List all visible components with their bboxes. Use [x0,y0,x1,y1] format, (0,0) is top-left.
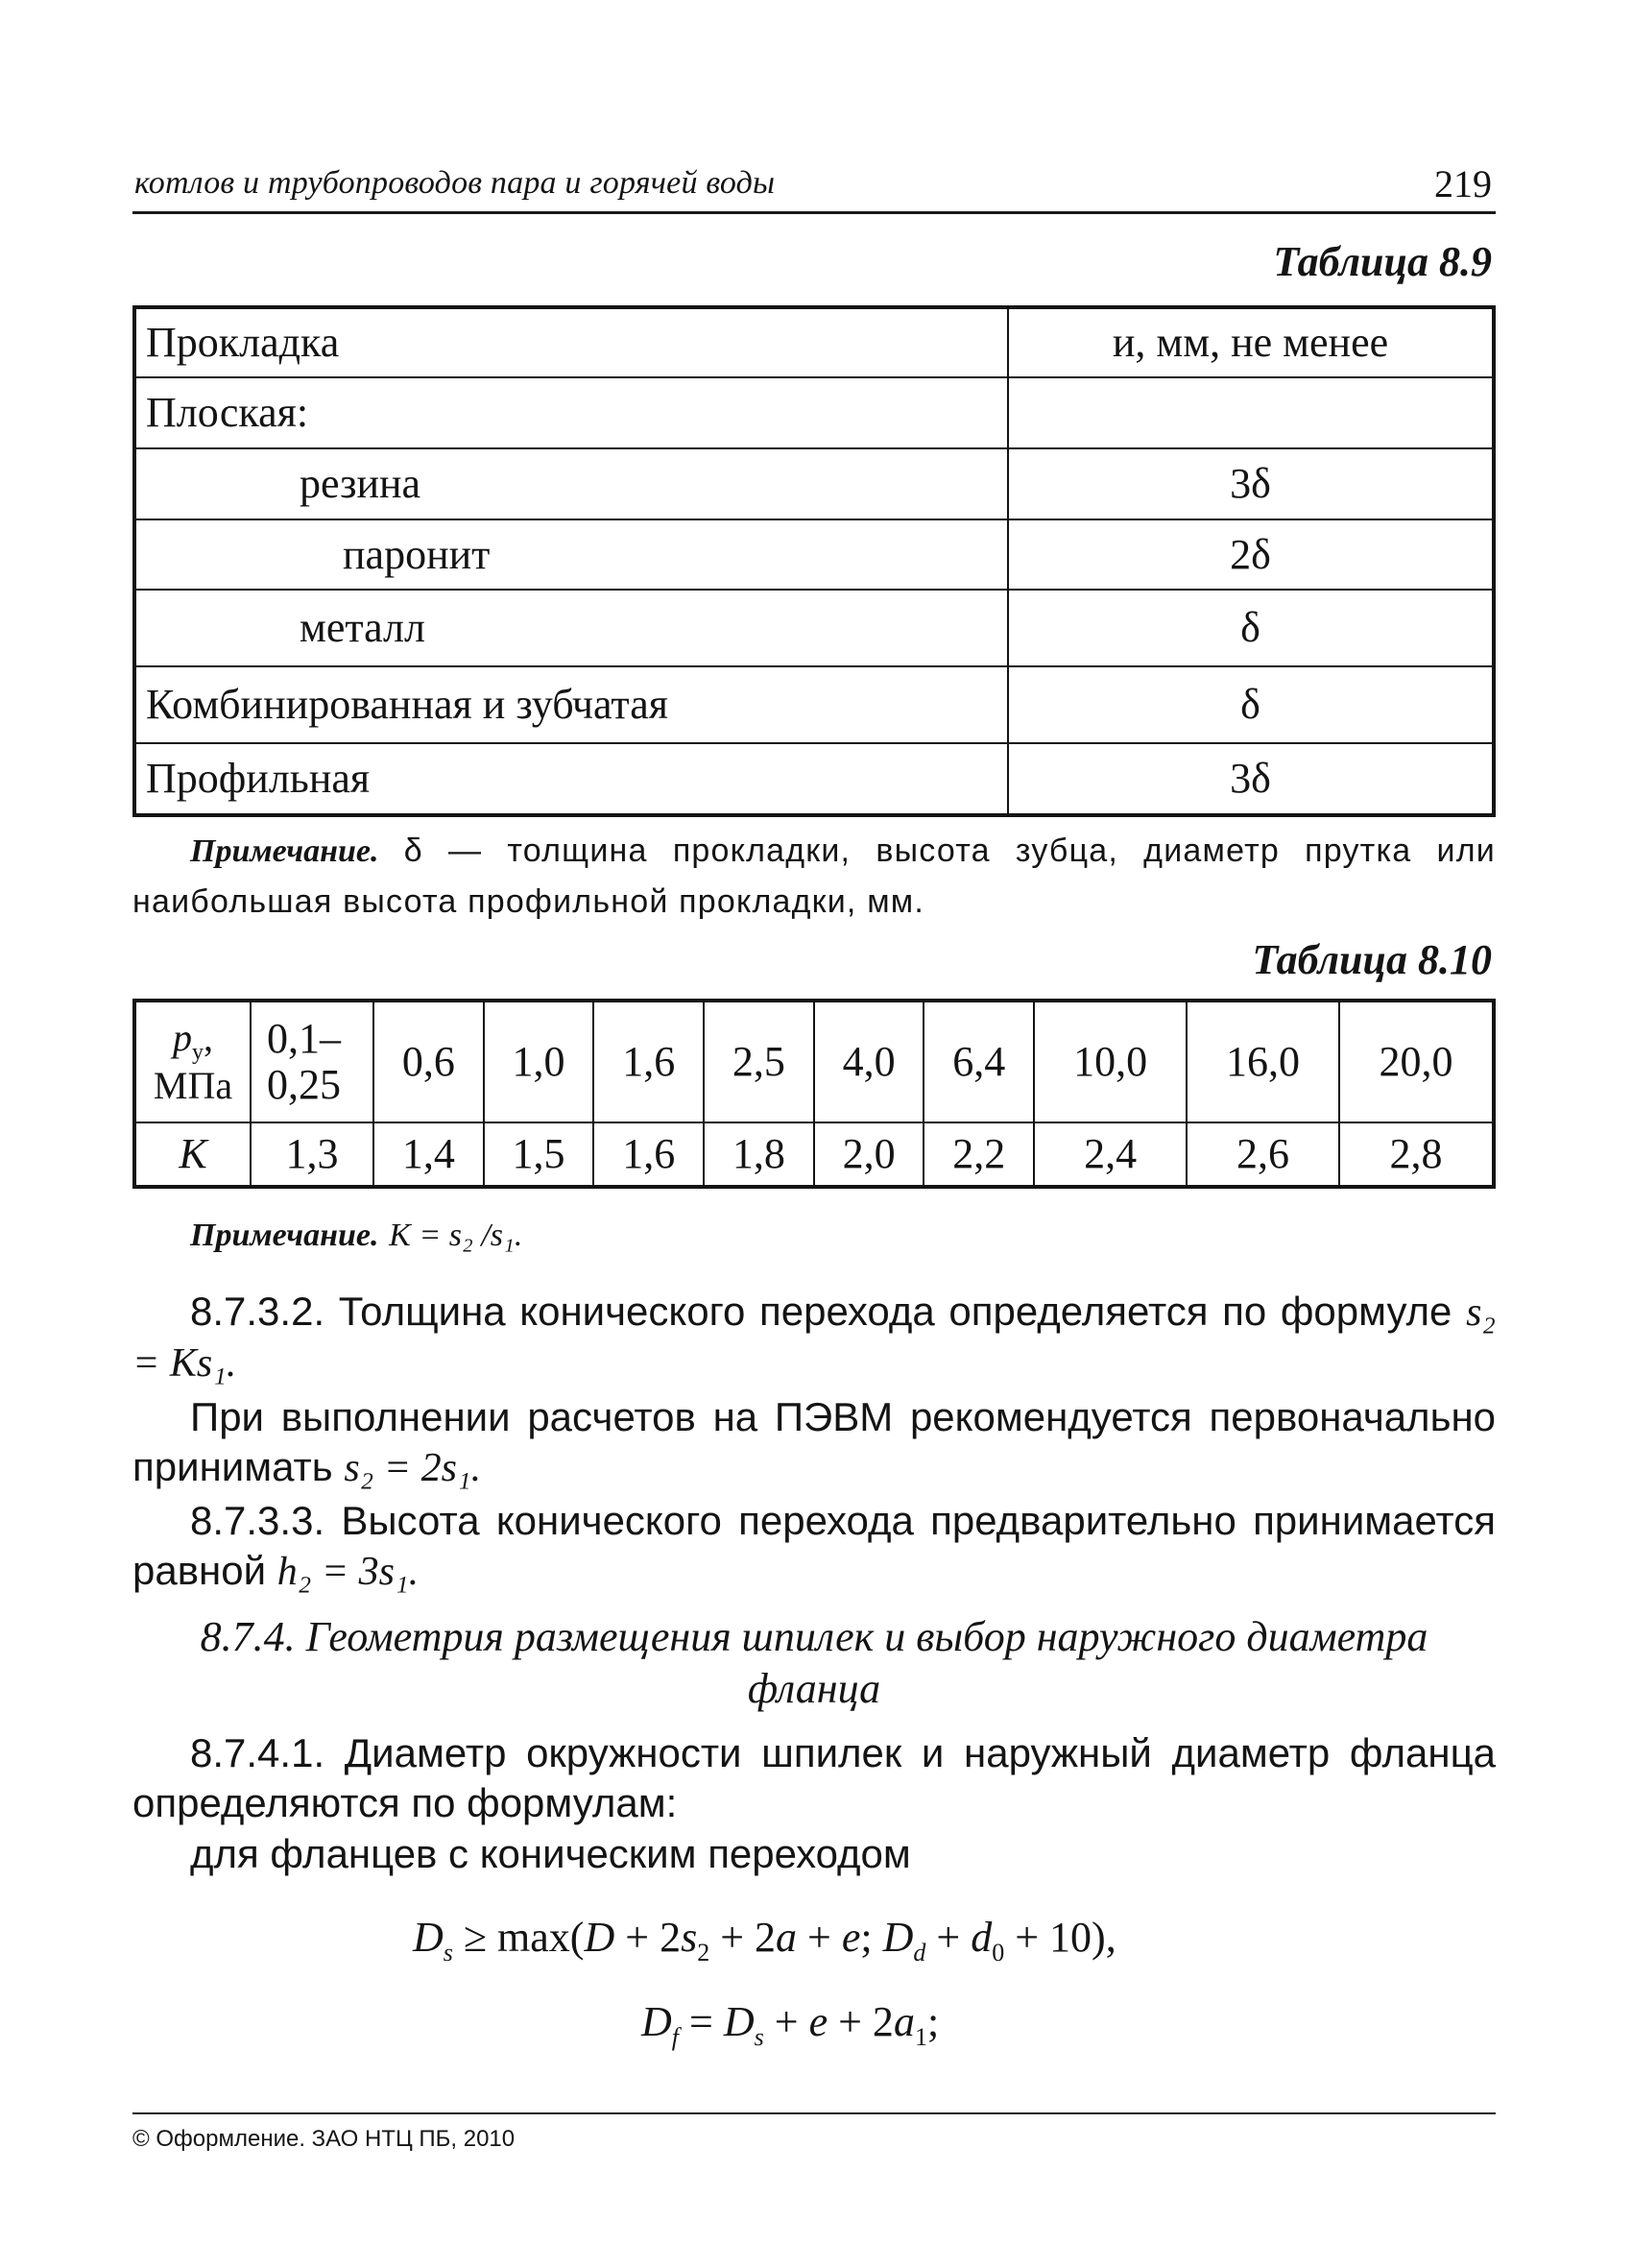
table-cell: 1,5 [484,1122,594,1187]
table-cell: 10,0 [1034,1001,1187,1122]
table-row [134,590,1494,666]
table-cell: 1,4 [373,1122,484,1187]
paragraph-text: 8.7.3.2. Толщина конического перехода определяется по формуле [190,1289,1452,1334]
table-cell: 1,6 [593,1122,704,1187]
formula-df [641,1990,1025,2067]
table-cell: 2,2 [924,1122,1034,1187]
table-cell: 1,6 [593,1001,704,1122]
note-text: δ — толщина прокладки, высота зубца, диаметр прутка или наибольшая высота профильной прокладки, мм. [132,832,1496,920]
note-label: Примечание. [190,833,379,869]
row-label-k: K [134,1122,251,1187]
svg-text:Df = Ds + e + 2a1;: $D_f = D_s + e + 2a_1$; [641,1998,940,2051]
table-cell [1008,377,1494,448]
table-cell: 16,0 [1187,1001,1339,1122]
table-cell: резина [134,448,1008,519]
range-bottom: 0,25 [267,1061,341,1108]
note-label: Примечание. [190,1218,379,1253]
table-cell: Плоская: [134,377,1008,448]
formula-inline: s₂ = 2s₁. [344,1446,482,1490]
pressure-subscript: y [192,1040,204,1066]
table-cell: Профильная [134,743,1008,815]
range-top: 0,1– [267,1014,341,1062]
table-8-9-note [132,826,1496,927]
table-cell: 1,0 [484,1001,594,1122]
paragraph-8-7-4-1: 8.7.4.1. Диаметр окружности шпилек и наружный диаметр фланца определяются по формулам: [132,1730,1496,1825]
formula-inline: h₂ = 3s₁. [276,1550,420,1594]
formula-ds [413,1905,1200,1983]
formula-df-render [641,1990,1025,2057]
running-title: котлов и трубопроводов пара и горячей воды [134,165,776,201]
row-label-pressure: $p_y$, МПа [134,1001,251,1122]
table-row [134,519,1494,590]
pressure-symbol: p [173,1016,192,1060]
table-cell: 20,0 [1339,1001,1494,1122]
header-cell-width: и, мм, не менее [1008,307,1494,377]
paragraph-8-7-3-3 [132,1496,1496,1597]
table-row-k [134,1122,1494,1187]
table-8-10-caption: Таблица 8.10 [1252,936,1492,983]
paragraph-pevm [132,1392,1496,1493]
table-cell: 4,0 [814,1001,924,1122]
table-cell-range [251,1001,373,1122]
table-cell: 1,8 [704,1122,814,1187]
table-row [134,743,1494,815]
section-heading-8-7-4: 8.7.4. Геометрия размещения шпилек и выбор наружного диаметра фланца [200,1613,1428,1712]
paragraph-text: 8.7.3.3. Высота конического перехода предварительно принимается равной [132,1498,1496,1593]
pressure-unit: МПа [153,1063,233,1107]
table-row-pressure [134,1001,1494,1122]
table-cell: 0,6 [373,1001,484,1122]
table-cell: 2,0 [814,1122,924,1187]
table-8-10-note [190,1210,958,1261]
page-number: 219 [1434,162,1492,205]
running-head [132,161,1496,214]
paragraph-text: При выполнении расчетов на ПЭВМ рекомендуется первоначально принимать [132,1394,1496,1489]
table-cell: паронит [134,519,1008,590]
table-8-9 [132,305,1496,817]
paragraph-8-7-3-2 [132,1287,1496,1388]
paragraph-conical: для фланцев с коническим переходом [190,1831,911,1876]
table-cell: Комбинированная и зубчатая [134,666,1008,743]
note-text: K = s₂ /s₁. [389,1218,523,1253]
table-cell: 2,5 [704,1001,814,1122]
formula-ds-render [413,1905,1200,1972]
table-8-9-caption: Таблица 8.9 [1273,238,1492,285]
table-cell: δ [1008,590,1494,666]
table-cell: 1,3 [251,1122,373,1187]
formula-inline: s₂ = Ks₁. [132,1291,1497,1386]
table-header-row [134,307,1494,377]
table-cell: металл [134,590,1008,666]
page-footer: © Оформление. ЗАО НТЦ ПБ, 2010 [132,2112,1496,2153]
table-cell: δ [1008,666,1494,743]
table-row [134,448,1494,519]
table-8-10 [132,999,1496,1189]
svg-text:Ds ≥ max(D + 2s2 + 2a + e; Dd: $D_s \ge \max(D + 2s_2 + 2a + e$; $D_d + d_0 + 10$), [413,1914,1116,1966]
table-cell: 2δ [1008,519,1494,590]
table-cell: 2,6 [1187,1122,1339,1187]
table-cell: 2,8 [1339,1122,1494,1187]
table-cell: 2,4 [1034,1122,1187,1187]
table-cell: 3δ [1008,448,1494,519]
table-cell: 3δ [1008,743,1494,815]
table-cell: 6,4 [924,1001,1034,1122]
header-cell-gasket: Прокладка [134,307,1008,377]
table-row [134,377,1494,448]
table-row [134,666,1494,743]
